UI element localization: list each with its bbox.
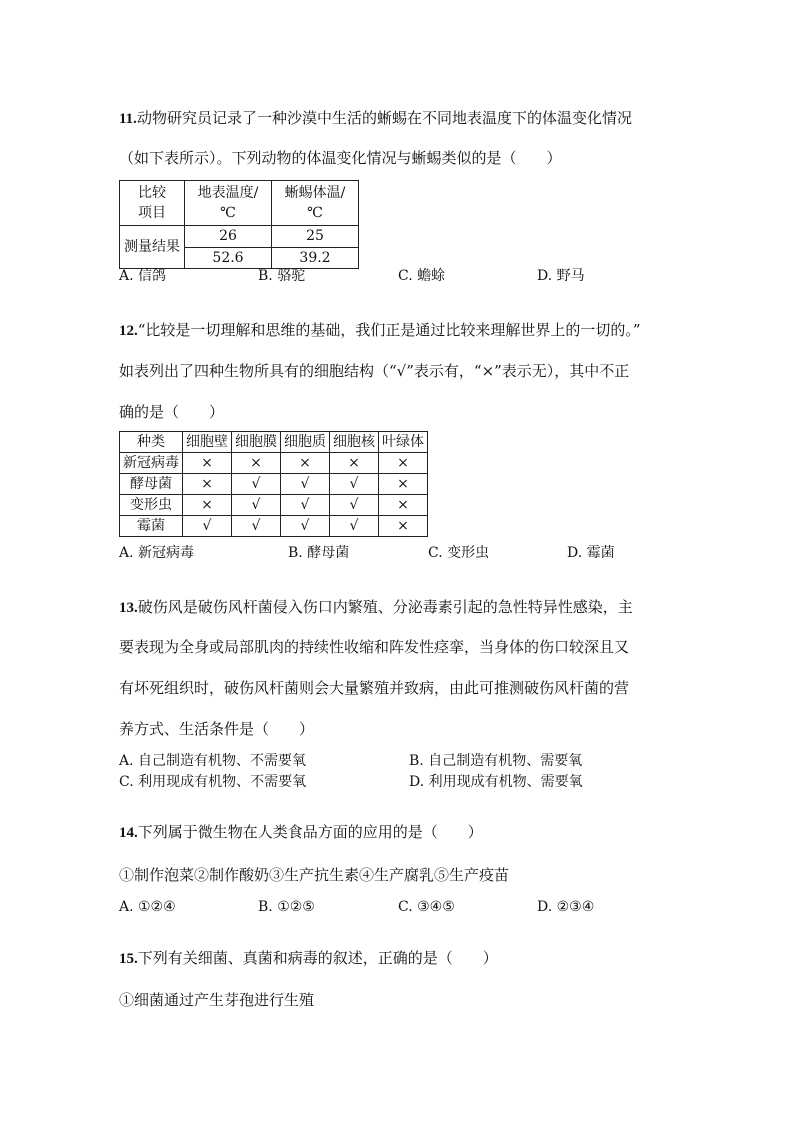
q12-option-d[interactable]: D. 霉菌	[567, 545, 615, 561]
q12-cell: √	[232, 495, 281, 516]
q11-cell: 25	[272, 226, 359, 248]
q13-option-b[interactable]: B. 自己制造有机物、需要氧	[409, 753, 583, 769]
q12-cell: √	[232, 474, 281, 495]
q15-line-1	[119, 948, 498, 969]
q15-number: 15.	[119, 951, 138, 967]
q12-cell: √	[330, 474, 379, 495]
table-row	[120, 474, 428, 495]
q11-cell: 52.6	[185, 247, 272, 269]
q11-header-item-text: 比较项目	[138, 185, 166, 221]
q11-stem: 动物研究员记录了一种沙漠中生活的蜥蜴在不同地表温度下的体温变化情况	[136, 109, 632, 127]
q12-cell: √	[281, 474, 330, 495]
q11-header-lizard-temp-text: 蜥蜴体温/℃	[284, 185, 346, 221]
q14-items: ①制作泡菜②制作酸奶③生产抗生素④生产腐乳⑤生产疫苗	[119, 866, 510, 884]
q12-cell: ×	[330, 453, 379, 474]
q11-cell: 39.2	[272, 247, 359, 269]
q11-option-c[interactable]: C. 蟾蜍	[398, 268, 446, 284]
q12-header: 细胞膜	[232, 432, 281, 453]
q12-cell: ×	[379, 453, 428, 474]
q11-header-lizard-temp	[272, 181, 359, 226]
q14-stem: 下列属于微生物在人类食品方面的应用的是（ ）	[137, 823, 483, 841]
q12-cell: ×	[281, 453, 330, 474]
q12-line-2: 如表列出了四种生物所具有的细胞结构（“√”表示有，“×”表示无），其中不正	[119, 362, 630, 380]
q14-option-c[interactable]: C. ③④⑤	[398, 899, 455, 915]
q11-header-item	[120, 181, 185, 226]
q12-option-a[interactable]: A. 新冠病毒	[119, 545, 195, 561]
q12-header: 叶绿体	[379, 432, 428, 453]
table-row	[120, 453, 428, 474]
q12-option-b[interactable]: B. 酵母菌	[288, 545, 350, 561]
q11-temperature-table	[119, 180, 359, 269]
q11-option-d[interactable]: D. 野马	[537, 268, 585, 284]
q12-cell: √	[281, 516, 330, 537]
q11-line-2: （如下表所示）。下列动物的体温变化情况与蜥蜴类似的是（ ）	[119, 149, 562, 167]
q14-number: 14.	[119, 825, 138, 841]
q12-cell: ×	[183, 474, 232, 495]
q12-cell: ×	[183, 495, 232, 516]
q12-organism: 霉菌	[120, 516, 183, 537]
q14-line-1	[119, 822, 483, 843]
q12-cell: √	[330, 516, 379, 537]
q13-option-a[interactable]: A. 自己制造有机物、不需要氧	[119, 753, 307, 769]
q12-header: 细胞壁	[183, 432, 232, 453]
q12-cell: √	[183, 516, 232, 537]
q12-cell: √	[330, 495, 379, 516]
q11-line-1	[119, 108, 632, 129]
q12-header: 细胞核	[330, 432, 379, 453]
q12-cell: ×	[379, 516, 428, 537]
q12-organism: 新冠病毒	[120, 453, 183, 474]
q12-cell-structure-table	[119, 431, 428, 537]
q12-cell: √	[281, 495, 330, 516]
q11-cell: 26	[185, 226, 272, 248]
q11-header-ground-temp	[185, 181, 272, 226]
q12-line-3: 确的是（ ）	[119, 403, 225, 421]
q11-row-label	[120, 226, 185, 269]
q11-option-b[interactable]: B. 骆驼	[258, 268, 306, 284]
q13-stem: 破伤风是破伤风杆菌侵入伤口内繁殖、分泌毒素引起的急性特异性感染，主	[137, 598, 633, 616]
q14-option-d[interactable]: D. ②③④	[537, 899, 595, 915]
q11-row-label-text: 测量结果	[124, 239, 180, 255]
q12-organism: 酵母菌	[120, 474, 183, 495]
q13-option-d[interactable]: D. 利用现成有机物、需要氧	[409, 774, 583, 790]
q15-item-1: ①细菌通过产生芽孢进行生殖	[119, 991, 315, 1009]
q14-option-b[interactable]: B. ①②⑤	[258, 899, 315, 915]
q13-line-3: 有坏死组织时，破伤风杆菌则会大量繁殖并致病，由此可推测破伤风杆菌的营	[119, 679, 630, 697]
q12-line-1	[119, 320, 641, 341]
q12-header: 细胞质	[281, 432, 330, 453]
q13-line-2: 要表现为全身或局部肌肉的持续性收缩和阵发性痉挛，当身体的伤口较深且又	[119, 638, 630, 656]
q12-option-c[interactable]: C. 变形虫	[428, 545, 490, 561]
table-row	[120, 495, 428, 516]
q12-cell: ×	[183, 453, 232, 474]
q12-cell: ×	[379, 474, 428, 495]
q11-number: 11.	[119, 111, 137, 127]
q13-number: 13.	[119, 600, 138, 616]
q12-organism: 变形虫	[120, 495, 183, 516]
q13-option-c[interactable]: C. 利用现成有机物、不需要氧	[119, 774, 307, 790]
q11-header-ground-temp-text: 地表温度/℃	[197, 185, 259, 221]
q13-line-4: 养方式、生活条件是（ ）	[119, 720, 315, 738]
q15-stem: 下列有关细菌、真菌和病毒的叙述，正确的是（ ）	[137, 949, 498, 967]
q12-stem: “比较是一切理解和思维的基础，我们正是通过比较来理解世界上的一切的。”	[137, 321, 641, 339]
q12-header: 种类	[120, 432, 183, 453]
q12-cell: ×	[379, 495, 428, 516]
table-row	[120, 516, 428, 537]
q14-option-a[interactable]: A. ①②④	[119, 899, 176, 915]
q12-cell: √	[232, 516, 281, 537]
q13-line-1	[119, 597, 633, 618]
q11-option-a[interactable]: A. 信鸽	[119, 268, 167, 284]
q12-cell: ×	[232, 453, 281, 474]
q12-number: 12.	[119, 323, 138, 339]
